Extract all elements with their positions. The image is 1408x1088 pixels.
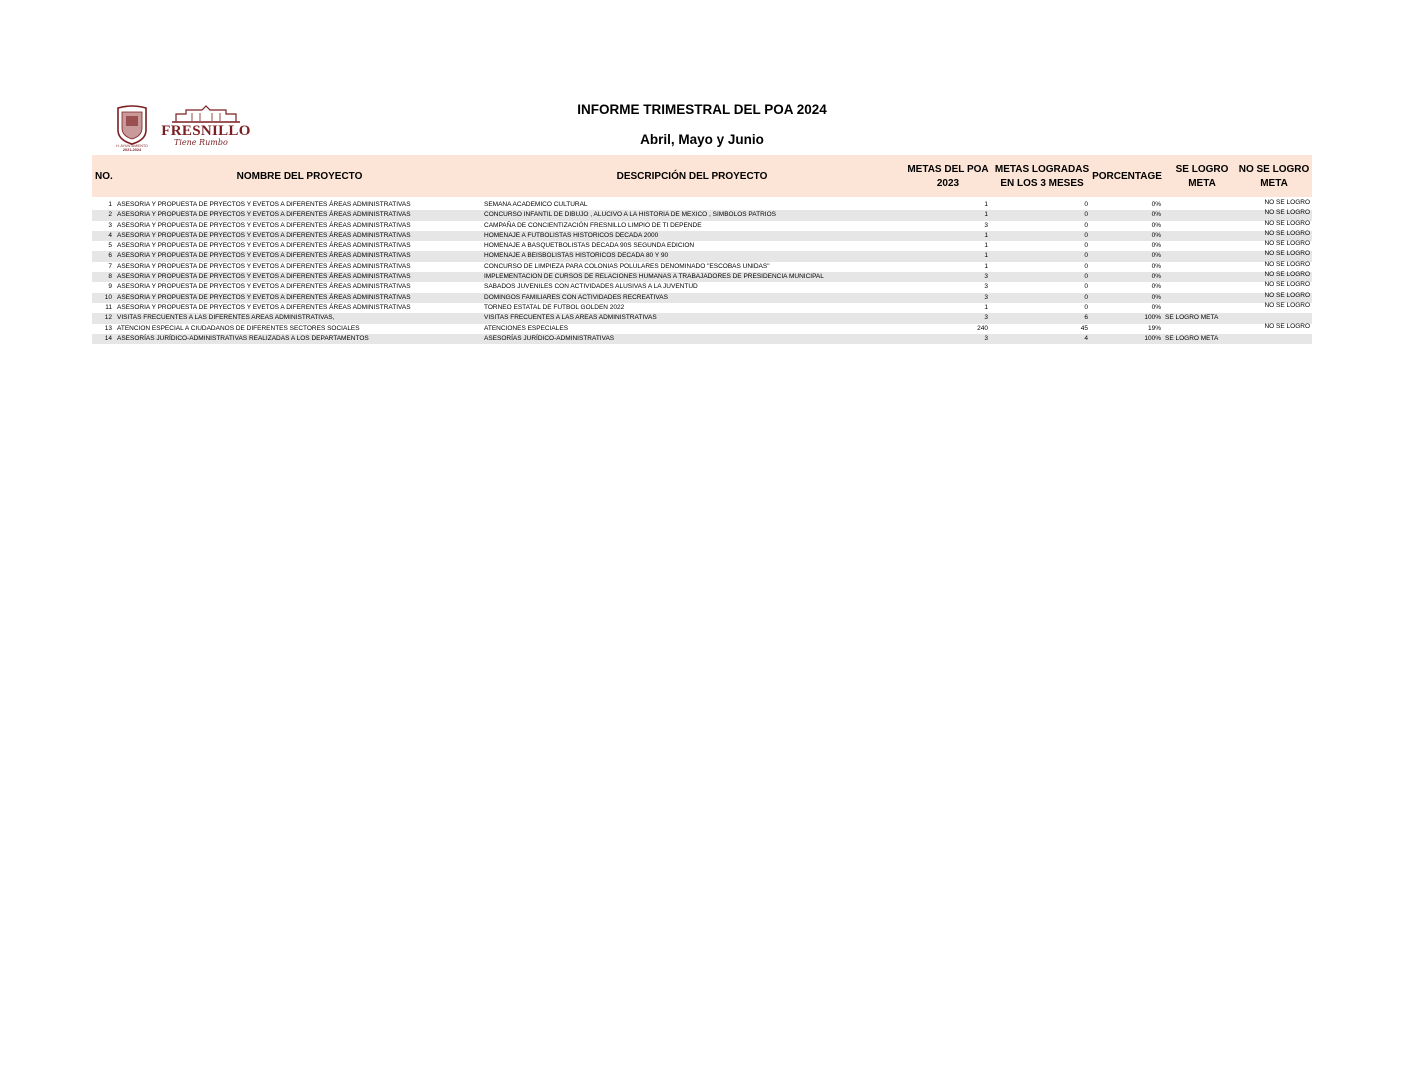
table-header — [92, 155, 1312, 197]
logos — [112, 104, 252, 154]
cell-descripcion: CONCURSO DE LIMPIEZA PARA COLONIAS POLULARES DENOMINADO "ESCOBAS UNIDAS" — [484, 262, 770, 270]
cell-metas: 1 — [984, 252, 988, 260]
cell-metas: 1 — [984, 201, 988, 208]
cell-nombre: ASESORIA Y PROPUESTA DE PRYECTOS Y EVETOS A DIFERENTES ÁREAS ADMINISTRATIVAS — [117, 283, 411, 291]
cell-porcentaje: 0% — [1151, 262, 1161, 270]
svg-text:2021-2024: 2021-2024 — [122, 148, 142, 152]
cell-nombre: ASESORIA Y PROPUESTA DE PRYECTOS Y EVETOS A DIFERENTES ÁREAS ADMINISTRATIVAS — [117, 273, 411, 281]
table-row — [92, 200, 1312, 210]
cell-metas: 3 — [984, 221, 988, 229]
fresnillo-logo — [160, 104, 252, 154]
cell-descripcion: ASESORÍAS JURÍDICO-ADMINISTRATIVAS — [484, 334, 615, 342]
cell-no: 1 — [108, 201, 112, 208]
cell-descripcion: IMPLEMENTACION DE CURSOS DE RELACIONES HUMANAS A TRABAJADORES DE PRESIDENCIA MUNICIPAL — [484, 273, 824, 281]
cell-porcentaje: 0% — [1151, 293, 1161, 301]
cell-nombre: ASESORIA Y PROPUESTA DE PRYECTOS Y EVETOS A DIFERENTES ÁREAS ADMINISTRATIVAS — [117, 303, 411, 311]
cell-metas: 3 — [984, 314, 988, 322]
cell-no: 3 — [108, 221, 112, 229]
col-no-se-logro-line1: NO SE LOGRO — [1238, 164, 1310, 175]
building-icon — [172, 104, 240, 124]
table-body — [92, 200, 1312, 344]
cell-no-se-logro: NO SE LOGRO — [1264, 291, 1310, 299]
cell-metas: 3 — [984, 334, 988, 342]
cell-porcentaje: 19% — [1147, 324, 1161, 332]
cell-nombre: ASESORIA Y PROPUESTA DE PRYECTOS Y EVETOS A DIFERENTES ÁREAS ADMINISTRATIVAS — [117, 231, 411, 239]
cell-logradas: 0 — [1084, 262, 1088, 270]
col-logradas-line1: METAS LOGRADAS — [994, 164, 1090, 175]
cell-no-se-logro: NO SE LOGRO — [1264, 281, 1310, 289]
cell-porcentaje: 100% — [1144, 314, 1161, 322]
cell-descripcion: CONCURSO INFANTIL DE DIBUJO , ALUCIVO A LA HISTORIA DE MEXICO , SIMBOLOS PATRIOS — [484, 211, 776, 219]
cell-metas: 1 — [984, 211, 988, 219]
svg-text:H. AYUNTAMIENTO: H. AYUNTAMIENTO — [116, 144, 148, 148]
col-metas-line2: 2023 — [936, 178, 960, 189]
report-title: INFORME TRIMESTRAL DEL POA 2024 — [577, 102, 827, 117]
cell-nombre: ATENCION ESPECIAL A CIUDADANOS DE DIFERENTES SECTORES SOCIALES — [117, 324, 360, 332]
cell-no-se-logro: NO SE LOGRO — [1264, 229, 1310, 237]
cell-no: 12 — [104, 314, 112, 322]
cell-no-se-logro: NO SE LOGRO — [1264, 260, 1310, 268]
col-no-se-logro — [1236, 163, 1312, 191]
cell-logradas: 0 — [1084, 273, 1088, 281]
cell-no-se-logro: NO SE LOGRO — [1264, 322, 1310, 330]
cell-metas: 3 — [984, 293, 988, 301]
cell-descripcion: DOMINGOS FAMILIARES CON ACTIVIDADES RECREATIVAS — [484, 293, 668, 301]
cell-no: 5 — [108, 242, 112, 250]
cell-se-logro: SE LOGRO META — [1165, 314, 1219, 322]
table-row — [92, 221, 1312, 231]
col-metas — [904, 163, 992, 191]
col-porcentage: PORCENTAGE — [1092, 171, 1162, 182]
cell-descripcion: HOMENAJE A FUTBOLISTAS HISTORICOS DECADA 2000 — [484, 231, 659, 239]
cell-no: 9 — [108, 283, 112, 291]
table-row — [92, 334, 1312, 344]
cell-logradas: 0 — [1084, 293, 1088, 301]
cell-metas: 1 — [984, 303, 988, 311]
cell-descripcion: SABADOS JUVENILES CON ACTIVIDADES ALUSIVAS A LA JUVENTUD — [484, 283, 698, 291]
cell-no: 11 — [105, 303, 112, 311]
cell-descripcion: ATENCIONES ESPECIALES — [484, 324, 569, 332]
cell-porcentaje: 0% — [1151, 211, 1161, 219]
cell-no-se-logro: NO SE LOGRO — [1264, 301, 1310, 309]
cell-nombre: VISITAS FRECUENTES A LAS DIFERENTES AREAS ADMINISTRATIVAS, — [117, 314, 335, 322]
cell-logradas: 45 — [1080, 324, 1088, 332]
col-descripcion: DESCRIPCIÓN DEL PROYECTO — [616, 171, 768, 182]
cell-logradas: 0 — [1084, 252, 1088, 260]
cell-logradas: 0 — [1084, 303, 1088, 311]
cell-porcentaje: 0% — [1151, 252, 1161, 260]
table-row — [92, 303, 1312, 313]
cell-no: 4 — [108, 231, 112, 239]
cell-porcentaje: 0% — [1151, 201, 1161, 208]
cell-no-se-logro: NO SE LOGRO — [1264, 271, 1310, 279]
cell-nombre: ASESORÍAS JURÍDICO-ADMINISTRATIVAS REALIZADAS A LOS DEPARTAMENTOS — [117, 334, 369, 342]
cell-metas: 3 — [984, 273, 988, 281]
cell-porcentaje: 0% — [1151, 303, 1161, 311]
cell-no-se-logro: NO SE LOGRO — [1264, 209, 1310, 217]
table-row — [92, 251, 1312, 261]
col-se-logro — [1164, 163, 1240, 191]
cell-porcentaje: 0% — [1151, 221, 1161, 229]
cell-no: 13 — [104, 324, 112, 332]
cell-porcentaje: 0% — [1151, 283, 1161, 291]
cell-logradas: 0 — [1084, 201, 1088, 208]
cell-porcentaje: 0% — [1151, 242, 1161, 250]
cell-no: 14 — [104, 334, 112, 342]
cell-descripcion: HOMENAJE A BEISBOLISTAS HISTORICOS DECADA 80 Y 90 — [484, 252, 669, 260]
cell-porcentaje: 100% — [1144, 334, 1161, 342]
table-row — [92, 324, 1312, 334]
cell-descripcion: HOMENAJE A BASQUETBOLISTAS DECADA 90S SEGUNDA EDICION — [484, 242, 695, 250]
table-row — [92, 272, 1312, 282]
cell-descripcion: TORNEO ESTATAL DE FUTBOL GOLDEN 2022 — [484, 303, 625, 311]
col-se-logro-line2: META — [1188, 178, 1216, 189]
cell-nombre: ASESORIA Y PROPUESTA DE PRYECTOS Y EVETOS A DIFERENTES ÁREAS ADMINISTRATIVAS — [117, 262, 411, 270]
col-nombre: NOMBRE DEL PROYECTO — [236, 171, 363, 182]
cell-no-se-logro: NO SE LOGRO — [1264, 219, 1310, 227]
cell-porcentaje: 0% — [1151, 231, 1161, 239]
cell-no-se-logro: NO SE LOGRO — [1264, 250, 1310, 258]
cell-metas: 1 — [984, 231, 988, 239]
cell-logradas: 4 — [1084, 334, 1088, 342]
table-row — [92, 313, 1312, 323]
brand-tagline: Tiene Rumbo — [174, 138, 228, 147]
cell-porcentaje: 0% — [1151, 273, 1161, 281]
cell-descripcion: SEMANA ACADEMICO CULTURAL — [484, 201, 588, 208]
cell-nombre: ASESORIA Y PROPUESTA DE PRYECTOS Y EVETOS A DIFERENTES ÁREAS ADMINISTRATIVAS — [117, 293, 411, 301]
cell-nombre: ASESORIA Y PROPUESTA DE PRYECTOS Y EVETOS A DIFERENTES ÁREAS ADMINISTRATIVAS — [117, 201, 411, 208]
cell-logradas: 0 — [1084, 221, 1088, 229]
report-period: Abril, Mayo y Junio — [640, 132, 764, 147]
cell-logradas: 0 — [1084, 242, 1088, 250]
cell-descripcion: CAMPAÑA DE CONCIENTIZACIÓN FRESNILLO LIMPIO DE TI DEPENDE — [484, 221, 702, 229]
table-row — [92, 210, 1312, 220]
cell-se-logro: SE LOGRO META — [1165, 334, 1219, 342]
col-no-se-logro-line2: META — [1260, 178, 1288, 189]
cell-logradas: 0 — [1084, 283, 1088, 291]
col-metas-line1: METAS DEL POA — [907, 164, 989, 175]
cell-no: 8 — [108, 273, 112, 281]
cell-no: 10 — [104, 293, 112, 301]
table-row — [92, 231, 1312, 241]
cell-nombre: ASESORIA Y PROPUESTA DE PRYECTOS Y EVETOS A DIFERENTES ÁREAS ADMINISTRATIVAS — [117, 211, 411, 219]
table-row — [92, 262, 1312, 272]
cell-no: 6 — [108, 252, 112, 260]
cell-metas: 3 — [984, 283, 988, 291]
cell-logradas: 6 — [1084, 314, 1088, 322]
cell-descripcion: VISITAS FRECUENTES A LAS AREAS ADMINISTRATIVAS — [484, 314, 657, 322]
cell-metas: 1 — [984, 242, 988, 250]
cell-nombre: ASESORIA Y PROPUESTA DE PRYECTOS Y EVETOS A DIFERENTES ÁREAS ADMINISTRATIVAS — [117, 252, 411, 260]
table-row — [92, 293, 1312, 303]
cell-nombre: ASESORIA Y PROPUESTA DE PRYECTOS Y EVETOS A DIFERENTES ÁREAS ADMINISTRATIVAS — [117, 242, 411, 250]
col-logradas — [992, 163, 1092, 191]
brand-name: FRESNILLO — [161, 123, 251, 139]
col-no: NO. — [95, 171, 113, 182]
table-row — [92, 282, 1312, 292]
col-logradas-line2: EN LOS 3 MESES — [1000, 178, 1084, 189]
table-row — [92, 241, 1312, 251]
col-se-logro-line1: SE LOGRO — [1175, 164, 1229, 175]
cell-metas: 240 — [977, 324, 988, 332]
cell-logradas: 0 — [1084, 231, 1088, 239]
municipal-seal-icon — [112, 104, 152, 152]
cell-no: 7 — [108, 262, 112, 270]
cell-no: 2 — [108, 211, 112, 219]
cell-nombre: ASESORIA Y PROPUESTA DE PRYECTOS Y EVETOS A DIFERENTES ÁREAS ADMINISTRATIVAS — [117, 221, 411, 229]
cell-metas: 1 — [984, 262, 988, 270]
cell-no-se-logro: NO SE LOGRO — [1264, 240, 1310, 248]
cell-no-se-logro: NO SE LOGRO — [1264, 199, 1310, 206]
cell-logradas: 0 — [1084, 211, 1088, 219]
